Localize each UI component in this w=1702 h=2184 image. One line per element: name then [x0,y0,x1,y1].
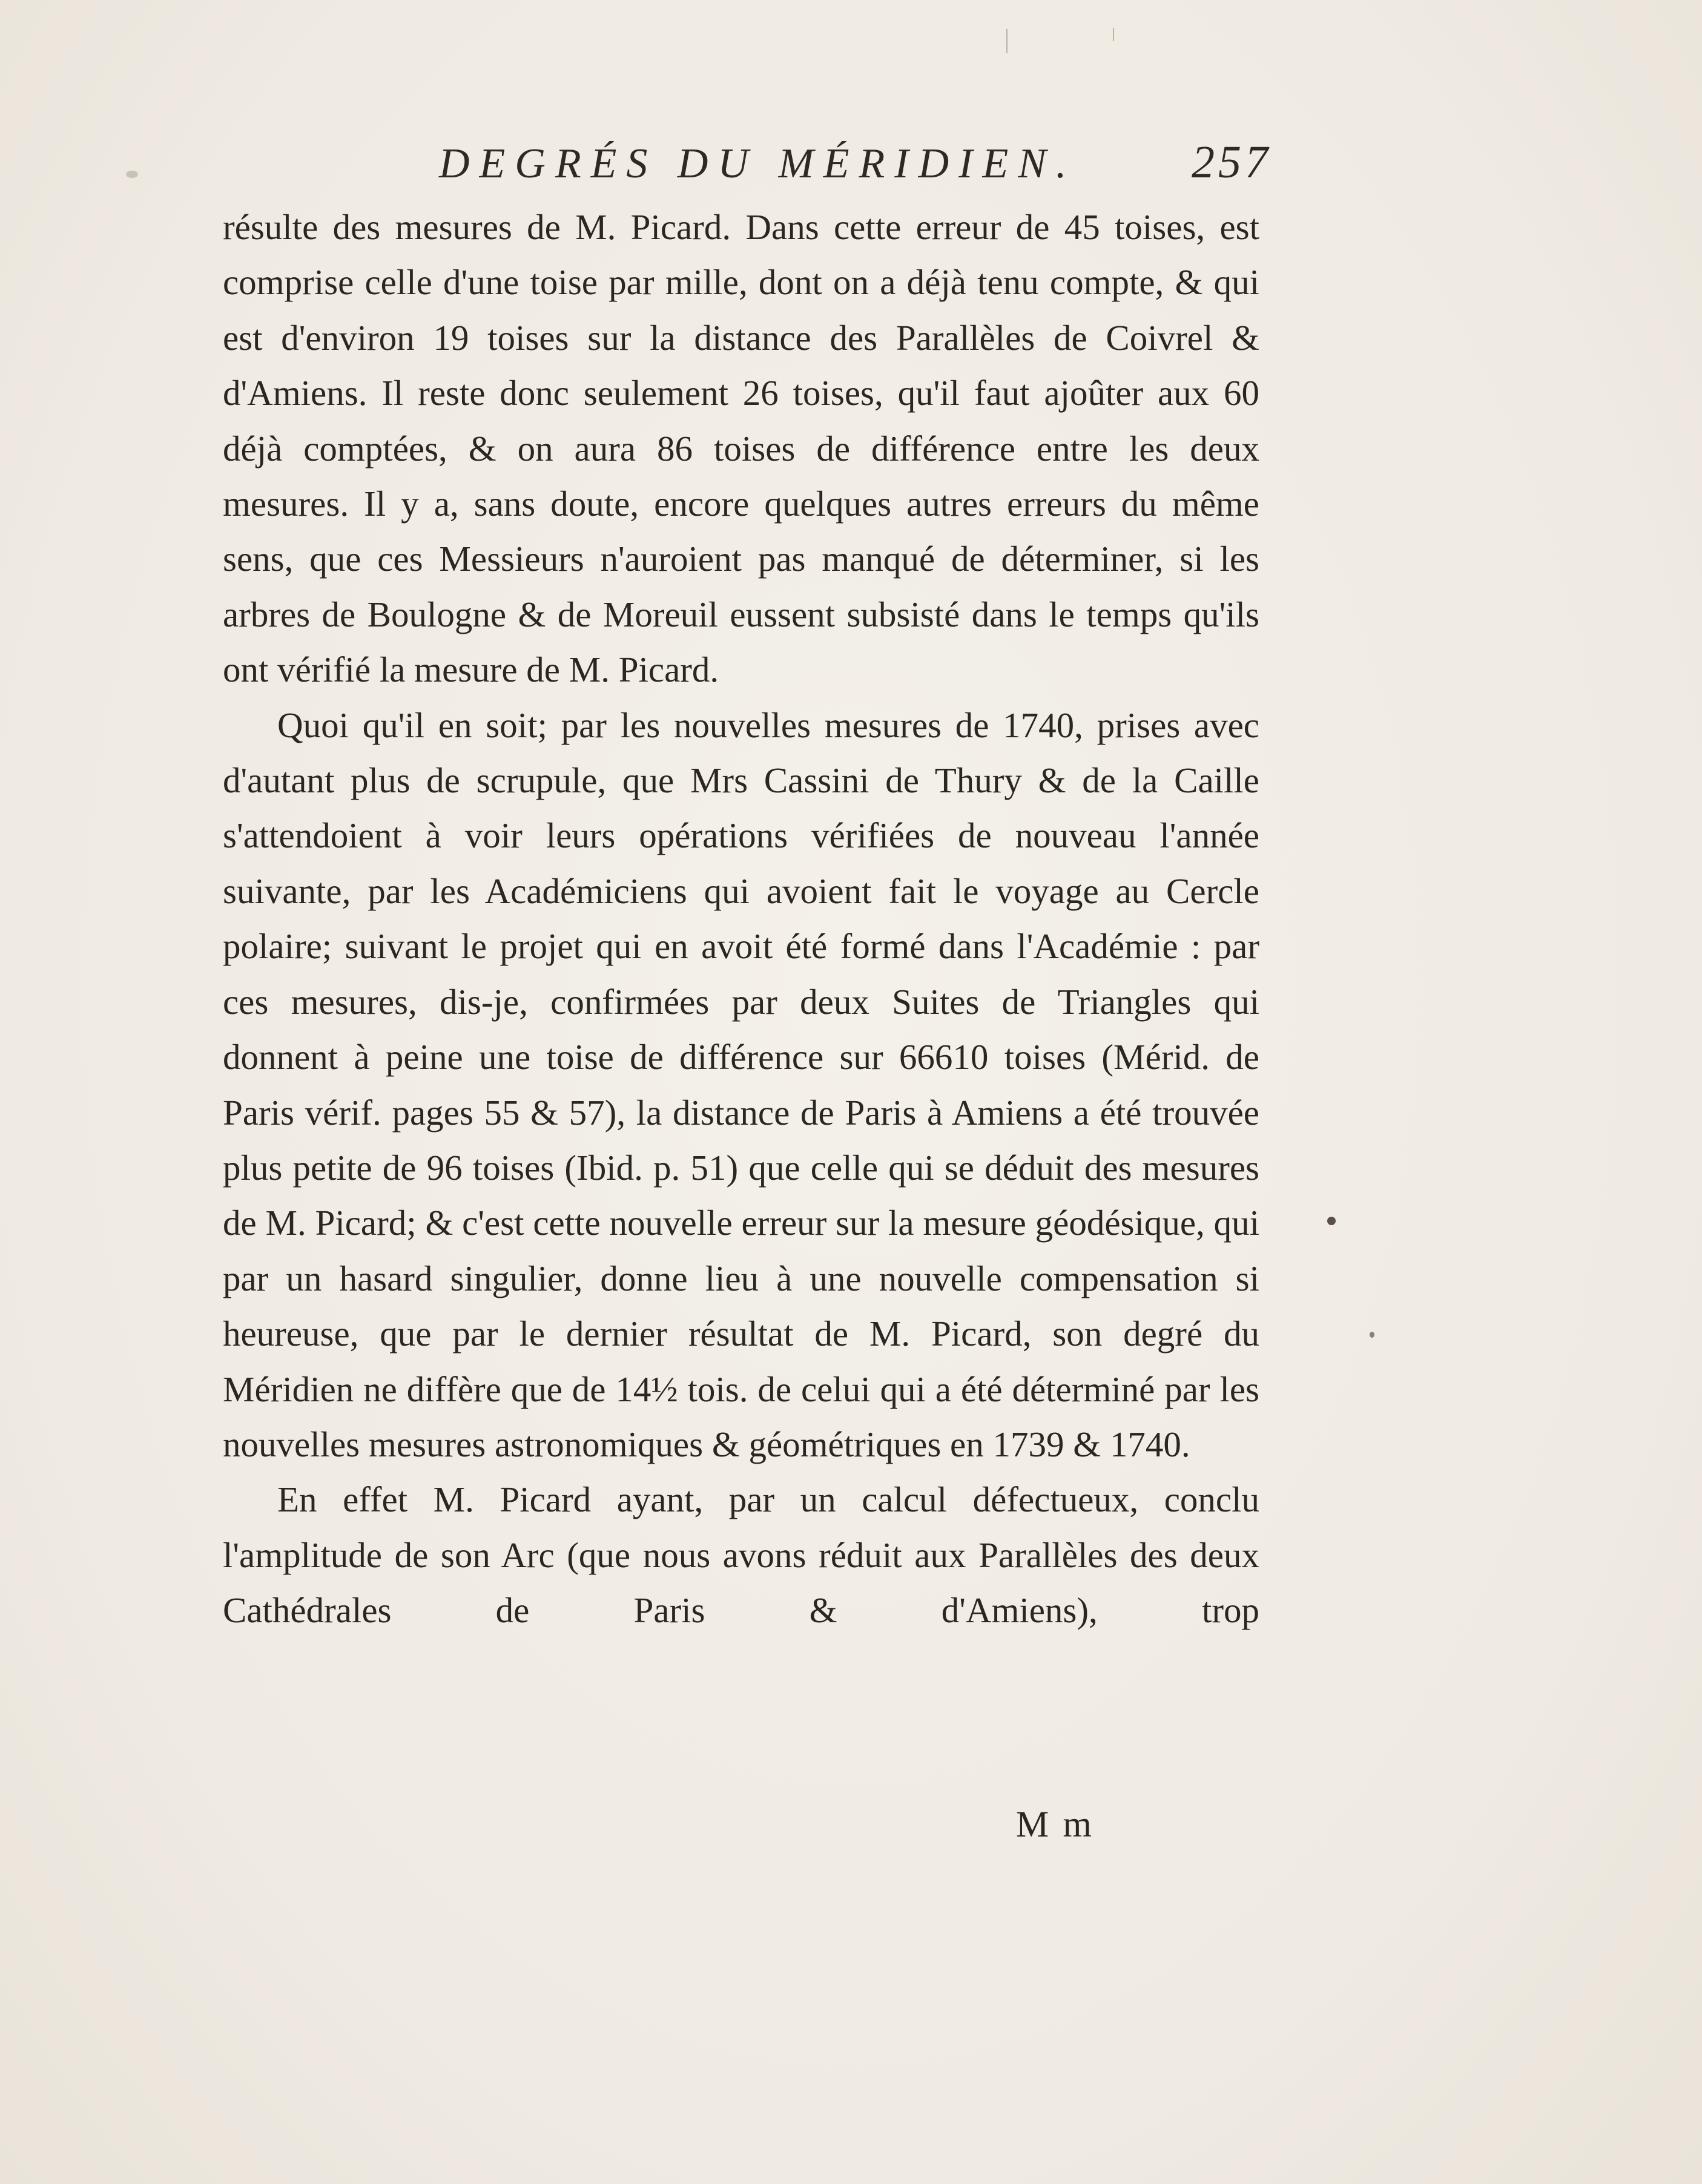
paper-blemish [126,171,138,178]
paragraph: Quoi qu'il en soit; par les nouvelles mesures de 1740, prises avec d'autant plus de scrupule, que Mrs Cassini de Thury & de la Caille s'attendoient à voir leurs opérations vérifiées de nouveau l'année suivante, par les Académiciens qui avoient fait le voyage au Cercle polaire; suivant le projet qui en avoit été formé dans l'Académie : par ces mesures, dis-je, confirmées par deux Suites de Triangles qui donnent à peine une toise de différence sur 66610 toises (Mérid. de Paris vérif. pages 55 & 57), la distance de Paris à Amiens a été trouvée plus petite de 96 toises (Ibid. p. 51) que celle qui se déduit des mesures de M. Picard; & c'est cette nouvelle erreur sur la mesure géodésique, qui par un hasard singulier, donne lieu à une nouvelle compensation si heureuse, que par le dernier résultat de M. Picard, son degré du Méridien ne diffère que de 14½ tois. de celui qui a été déterminé par les nouvelles mesures astronomiques & géométriques en 1739 & 1740. [223,705,1259,1464]
paper-blemish [1370,1332,1374,1338]
running-title: DEGRÉS DU MÉRIDIEN. [439,140,1077,187]
paper-blemish [1327,1217,1336,1225]
catchword: M m [1016,1804,1094,1845]
paper-mark [1113,28,1114,41]
running-head [218,136,1272,203]
paragraph: En effet M. Picard ayant, par un calcul défectueux, conclu l'amplitude de son Arc (que nous avons réduit aux Parallèles des deux Cathédrales de Paris & d'Amiens), trop [223,1479,1259,1631]
body-text [223,200,1259,1639]
page-number: 257 [1192,137,1272,188]
paper-mark [1006,29,1008,53]
paragraph: résulte des mesures de M. Picard. Dans cette erreur de 45 toises, est comprise celle d'une toise par mille, dont on a déjà tenu compte, & qui est d'environ 19 toises sur la distance des Parallèles de Coivrel & d'Amiens. Il reste donc seulement 26 toises, qu'il faut ajoûter aux 60 déjà comptées, & on aura 86 toises de différence entre les deux mesures. Il y a, sans doute, encore quelques autres erreurs du même sens, que ces Messieurs n'auroient pas manqué de déterminer, si les arbres de Boulogne & de Moreuil eussent subsisté dans le temps qu'ils ont vérifié la mesure de M. Picard. [223,207,1259,690]
